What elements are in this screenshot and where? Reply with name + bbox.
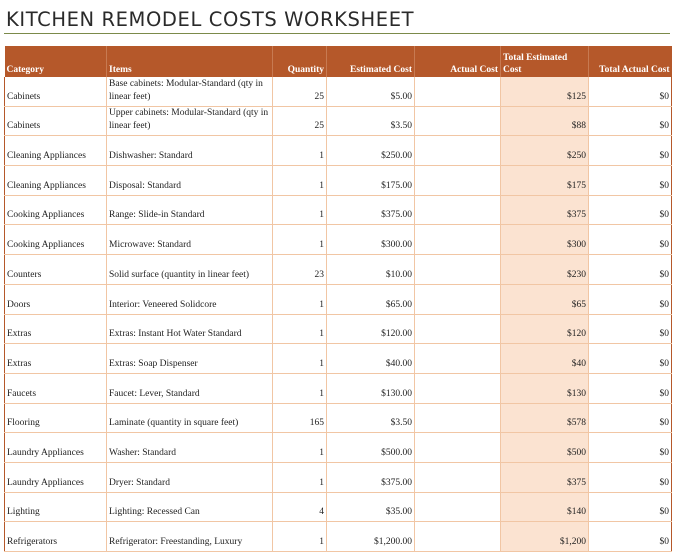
total-actual-cell[interactable]: $0: [589, 433, 672, 463]
total-actual-cell[interactable]: $0: [589, 225, 672, 255]
item-cell[interactable]: Base cabinets: Modular-Standard (qty in linear feet): [107, 77, 273, 106]
actual-cost-cell[interactable]: [415, 433, 501, 463]
table-row: [5, 492, 672, 522]
column-header-total-actual-cost[interactable]: Total Actual Cost: [589, 46, 672, 77]
total-actual-cell[interactable]: $0: [589, 136, 672, 166]
quantity-cell[interactable]: 165: [273, 403, 327, 433]
category-cell[interactable]: Doors: [5, 284, 107, 314]
table-row: [5, 166, 672, 196]
category-cell[interactable]: Faucets: [5, 373, 107, 403]
quantity-cell[interactable]: 1: [273, 462, 327, 492]
total-estimated-cell[interactable]: $1,200: [501, 522, 589, 552]
actual-cost-cell[interactable]: [415, 462, 501, 492]
column-header-total-estimated-cost[interactable]: Total Estimated Cost: [501, 46, 589, 77]
table-row: [5, 225, 672, 255]
category-cell[interactable]: Counters: [5, 255, 107, 285]
total-actual-cell[interactable]: $0: [589, 195, 672, 225]
total-actual-cell[interactable]: $0: [589, 344, 672, 374]
total-actual-cell[interactable]: $0: [589, 462, 672, 492]
item-cell[interactable]: Laminate (quantity in square feet): [107, 403, 273, 433]
total-estimated-cell[interactable]: $65: [501, 284, 589, 314]
actual-cost-cell[interactable]: [415, 403, 501, 433]
actual-cost-cell[interactable]: [415, 106, 501, 136]
category-cell[interactable]: Laundry Appliances: [5, 462, 107, 492]
table-row: [5, 403, 672, 433]
column-header-actual-cost[interactable]: Actual Cost: [415, 46, 501, 77]
header-row: [5, 46, 672, 77]
category-cell[interactable]: Cleaning Appliances: [5, 166, 107, 196]
estimated-cost-cell[interactable]: $40.00: [327, 344, 415, 374]
table-row: [5, 344, 672, 374]
total-estimated-cell[interactable]: $140: [501, 492, 589, 522]
quantity-cell[interactable]: 1: [273, 284, 327, 314]
quantity-cell[interactable]: 1: [273, 314, 327, 344]
actual-cost-cell[interactable]: [415, 136, 501, 166]
estimated-cost-cell[interactable]: $3.50: [327, 106, 415, 136]
total-estimated-cell[interactable]: $250: [501, 136, 589, 166]
quantity-cell[interactable]: 1: [273, 195, 327, 225]
table-row: [5, 522, 672, 552]
quantity-cell[interactable]: 25: [273, 106, 327, 136]
estimated-cost-cell[interactable]: $10.00: [327, 255, 415, 285]
estimated-cost-cell[interactable]: $35.00: [327, 492, 415, 522]
estimated-cost-cell[interactable]: $3.50: [327, 403, 415, 433]
table-row: [5, 106, 672, 136]
quantity-cell[interactable]: 1: [273, 344, 327, 374]
total-estimated-cell[interactable]: $40: [501, 344, 589, 374]
estimated-cost-cell[interactable]: $65.00: [327, 284, 415, 314]
category-cell[interactable]: Cabinets: [5, 106, 107, 136]
quantity-cell[interactable]: 1: [273, 166, 327, 196]
table-row: [5, 314, 672, 344]
table-body: [5, 77, 672, 552]
total-actual-cell[interactable]: $0: [589, 373, 672, 403]
item-cell[interactable]: Extras: Soap Dispenser: [107, 344, 273, 374]
category-cell[interactable]: Laundry Appliances: [5, 433, 107, 463]
item-cell[interactable]: Refrigerator: Freestanding, Luxury: [107, 522, 273, 552]
total-estimated-cell[interactable]: $230: [501, 255, 589, 285]
quantity-cell[interactable]: 1: [273, 373, 327, 403]
estimated-cost-cell[interactable]: $300.00: [327, 225, 415, 255]
total-estimated-cell[interactable]: $88: [501, 106, 589, 136]
quantity-cell[interactable]: 1: [273, 225, 327, 255]
column-header-estimated-cost[interactable]: Estimated Cost: [327, 46, 415, 77]
total-estimated-cell[interactable]: $120: [501, 314, 589, 344]
actual-cost-cell[interactable]: [415, 195, 501, 225]
table-row: [5, 77, 672, 106]
estimated-cost-cell[interactable]: $1,200.00: [327, 522, 415, 552]
total-estimated-cell[interactable]: $125: [501, 77, 589, 106]
item-cell[interactable]: Dryer: Standard: [107, 462, 273, 492]
column-header-items[interactable]: Items: [107, 46, 273, 77]
quantity-cell[interactable]: 25: [273, 77, 327, 106]
item-cell[interactable]: Lighting: Recessed Can: [107, 492, 273, 522]
actual-cost-cell[interactable]: [415, 314, 501, 344]
item-cell[interactable]: Dishwasher: Standard: [107, 136, 273, 166]
estimated-cost-cell[interactable]: $500.00: [327, 433, 415, 463]
quantity-cell[interactable]: 23: [273, 255, 327, 285]
category-cell[interactable]: Refrigerators: [5, 522, 107, 552]
total-estimated-cell[interactable]: $300: [501, 225, 589, 255]
category-cell[interactable]: Extras: [5, 344, 107, 374]
total-estimated-cell[interactable]: $175: [501, 166, 589, 196]
column-header-quantity[interactable]: Quantity: [273, 46, 327, 77]
estimated-cost-cell[interactable]: $250.00: [327, 136, 415, 166]
estimated-cost-cell[interactable]: $175.00: [327, 166, 415, 196]
estimated-cost-cell[interactable]: $5.00: [327, 77, 415, 106]
actual-cost-cell[interactable]: [415, 373, 501, 403]
estimated-cost-cell[interactable]: $120.00: [327, 314, 415, 344]
total-actual-cell[interactable]: $0: [589, 284, 672, 314]
category-cell[interactable]: Lighting: [5, 492, 107, 522]
category-cell[interactable]: Cooking Appliances: [5, 225, 107, 255]
actual-cost-cell[interactable]: [415, 344, 501, 374]
title-underline: [4, 33, 670, 34]
estimated-cost-cell[interactable]: $375.00: [327, 462, 415, 492]
costs-table: [4, 46, 672, 552]
table-row: [5, 255, 672, 285]
total-actual-cell[interactable]: $0: [589, 492, 672, 522]
estimated-cost-cell[interactable]: $375.00: [327, 195, 415, 225]
table-row: [5, 462, 672, 492]
item-cell[interactable]: Range: Slide-in Standard: [107, 195, 273, 225]
actual-cost-cell[interactable]: [415, 77, 501, 106]
actual-cost-cell[interactable]: [415, 255, 501, 285]
table-row: [5, 284, 672, 314]
item-cell[interactable]: Extras: Instant Hot Water Standard: [107, 314, 273, 344]
item-cell[interactable]: Microwave: Standard: [107, 225, 273, 255]
category-cell[interactable]: Flooring: [5, 403, 107, 433]
item-cell[interactable]: Disposal: Standard: [107, 166, 273, 196]
item-cell[interactable]: Interior: Veneered Solidcore: [107, 284, 273, 314]
item-cell[interactable]: Washer: Standard: [107, 433, 273, 463]
table-row: [5, 373, 672, 403]
actual-cost-cell[interactable]: [415, 492, 501, 522]
item-cell[interactable]: Faucet: Lever, Standard: [107, 373, 273, 403]
quantity-cell[interactable]: 1: [273, 433, 327, 463]
actual-cost-cell[interactable]: [415, 284, 501, 314]
category-cell[interactable]: Cooking Appliances: [5, 195, 107, 225]
table-row: [5, 433, 672, 463]
category-cell[interactable]: Cleaning Appliances: [5, 136, 107, 166]
estimated-cost-cell[interactable]: $130.00: [327, 373, 415, 403]
total-actual-cell[interactable]: $0: [589, 255, 672, 285]
category-cell[interactable]: Cabinets: [5, 77, 107, 106]
quantity-cell[interactable]: 1: [273, 136, 327, 166]
table-row: [5, 136, 672, 166]
total-estimated-cell[interactable]: $375: [501, 195, 589, 225]
quantity-cell[interactable]: 4: [273, 492, 327, 522]
quantity-cell[interactable]: 1: [273, 522, 327, 552]
item-cell[interactable]: Solid surface (quantity in linear feet): [107, 255, 273, 285]
column-header-category[interactable]: Category: [5, 46, 107, 77]
total-estimated-cell[interactable]: $578: [501, 403, 589, 433]
total-actual-cell[interactable]: $0: [589, 166, 672, 196]
total-estimated-cell[interactable]: $130: [501, 373, 589, 403]
total-estimated-cell[interactable]: $500: [501, 433, 589, 463]
total-actual-cell[interactable]: $0: [589, 106, 672, 136]
actual-cost-cell[interactable]: [415, 166, 501, 196]
item-cell[interactable]: Upper cabinets: Modular-Standard (qty in linear feet): [107, 106, 273, 136]
actual-cost-cell[interactable]: [415, 225, 501, 255]
total-estimated-cell[interactable]: $375: [501, 462, 589, 492]
total-actual-cell[interactable]: $0: [589, 77, 672, 106]
worksheet-title: KITCHEN REMODEL COSTS WORKSHEET: [6, 8, 415, 31]
total-actual-cell[interactable]: $0: [589, 522, 672, 552]
table-row: [5, 195, 672, 225]
actual-cost-cell[interactable]: [415, 522, 501, 552]
total-actual-cell[interactable]: $0: [589, 403, 672, 433]
total-actual-cell[interactable]: $0: [589, 314, 672, 344]
category-cell[interactable]: Extras: [5, 314, 107, 344]
